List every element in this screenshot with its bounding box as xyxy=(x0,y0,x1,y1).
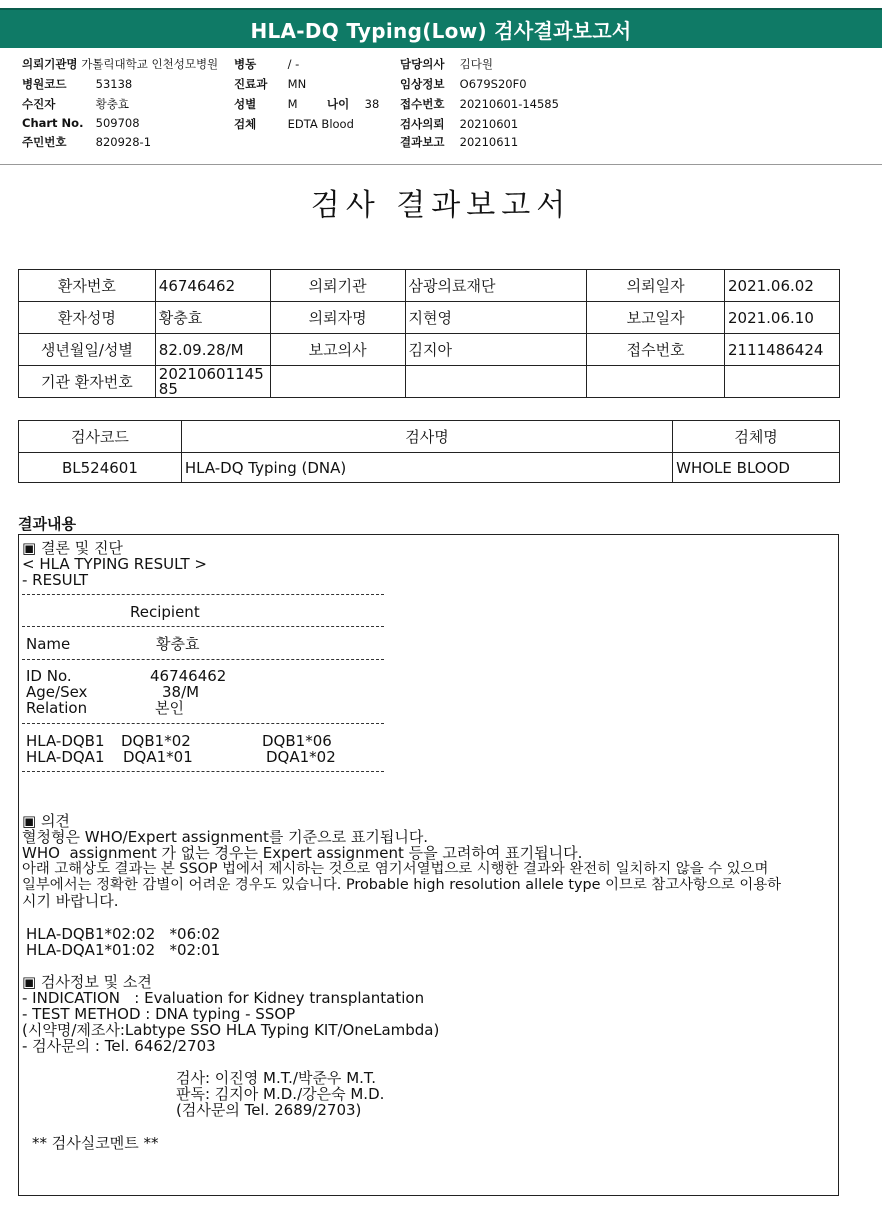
info-label xyxy=(587,366,725,398)
result-label: 결과내용 xyxy=(18,515,76,533)
meta-receipt: 접수번호 20210601-14585 xyxy=(400,97,559,111)
info-label: 의뢰기관 xyxy=(270,270,405,302)
idno-label: ID No. xyxy=(26,667,72,685)
opinion-line: WHO assignment 가 없는 경우는 Expert assignment 등을 고려하여 표기됩니다. xyxy=(22,844,583,862)
typing-title: < HLA TYPING RESULT > xyxy=(22,555,207,573)
test-table xyxy=(18,420,840,483)
dashed-divider xyxy=(22,723,384,724)
info-value: 20210601145 85 xyxy=(155,366,270,398)
dashed-divider xyxy=(22,659,384,660)
test-code: BL524601 xyxy=(19,453,182,483)
info-value: 황충효 xyxy=(155,302,270,334)
dqb1-label: HLA-DQB1 xyxy=(26,732,105,750)
test-specimen: WHOLE BLOOD xyxy=(673,453,840,483)
agesex-value: 38/M xyxy=(162,683,200,701)
header-divider xyxy=(0,164,882,165)
dashed-divider xyxy=(22,594,384,595)
meta-dept: 진료과 MN xyxy=(234,77,307,91)
info-row xyxy=(19,334,840,366)
info-value xyxy=(405,366,587,398)
meta-hospital-code: 병원코드 53138 xyxy=(22,77,133,91)
method-line: - TEST METHOD : DNA typing - SSOP xyxy=(22,1005,296,1023)
meta-id: 주민번호 820928-1 xyxy=(22,135,152,149)
meta-sex: 성별 M xyxy=(234,97,298,111)
info-value xyxy=(724,366,839,398)
dqa1-allele-b: DQA1*02 xyxy=(266,748,336,766)
info-label: 생년월일/성별 xyxy=(19,334,156,366)
info-label: 의뢰일자 xyxy=(587,270,725,302)
hr-dqa1: HLA-DQA1*01:02 *02:01 xyxy=(26,941,221,959)
meta-patient: 수진자 황충효 xyxy=(22,97,129,111)
meta-doctor: 담당의사 김다원 xyxy=(400,57,493,71)
dashed-divider xyxy=(22,771,384,772)
hr-dqb1: HLA-DQB1*02:02 *06:02 xyxy=(26,925,221,943)
info-value: 2021.06.10 xyxy=(724,302,839,334)
idno-value: 46746462 xyxy=(150,667,227,685)
name-label: Name xyxy=(26,635,71,653)
contact-line: - 검사문의 : Tel. 6462/2703 xyxy=(22,1037,216,1055)
info-row xyxy=(19,270,840,302)
name-value: 황충효 xyxy=(156,635,200,653)
info-row xyxy=(19,302,840,334)
info-label: 보고의사 xyxy=(270,334,405,366)
dashed-divider xyxy=(22,626,384,627)
test-header: 검사명 xyxy=(181,421,672,453)
lab-comment: ** 검사실코멘트 ** xyxy=(32,1134,159,1152)
reader-line: 판독: 김지아 M.D./강은숙 M.D. xyxy=(176,1085,385,1103)
opinion-line: 일부에서는 정확한 감별이 어려운 경우도 있습니다. Probable high resolution allele type 이므로 참고사항으로 이용하 xyxy=(22,877,782,893)
dqb1-allele-a: DQB1*02 xyxy=(121,732,191,750)
dqa1-allele-a: DQA1*01 xyxy=(123,748,193,766)
agesex-label: Age/Sex xyxy=(26,683,88,701)
dqb1-allele-b: DQB1*06 xyxy=(262,732,332,750)
info-value: 2111486424 xyxy=(724,334,839,366)
opinion-line: 시기 바랍니다. xyxy=(22,892,119,910)
test-header-row xyxy=(19,421,840,453)
meta-clinical: 임상정보 O679S20F0 xyxy=(400,77,527,91)
info-label: 의뢰자명 xyxy=(270,302,405,334)
info-label: 환자성명 xyxy=(19,302,156,334)
tester-line: 검사: 이진영 M.T./박준우 M.T. xyxy=(176,1069,377,1087)
relation-label: Relation xyxy=(26,699,88,717)
document-title: 검사 결과보고서 xyxy=(310,188,572,223)
info-heading: ▣ 검사정보 및 소견 xyxy=(22,973,152,991)
meta-institution: 의뢰기관명 가톨릭대학교 인천성모병원 xyxy=(22,57,219,71)
meta-specimen: 검체 EDTA Blood xyxy=(234,117,354,131)
meta-age: 나이 38 xyxy=(327,97,380,111)
opinion-heading: ▣ 의견 xyxy=(22,812,70,830)
opinion-line: 혈청형은 WHO/Expert assignment를 기준으로 표기됩니다. xyxy=(22,828,429,846)
meta-report-date: 결과보고 20210611 xyxy=(400,135,519,149)
meta-chart: Chart No. 509708 xyxy=(22,116,140,130)
info-value: 지현영 xyxy=(405,302,587,334)
recipient-label: Recipient xyxy=(130,603,200,621)
info-value: 김지아 xyxy=(405,334,587,366)
info-value: 2021.06.02 xyxy=(724,270,839,302)
reagent-line: (시약명/제조사:Labtype SSO HLA Typing KIT/OneLambda) xyxy=(22,1021,440,1039)
report-banner xyxy=(0,8,882,48)
result-line: - RESULT xyxy=(22,571,89,589)
meta-request-date: 검사의뢰 20210601 xyxy=(400,117,519,131)
contact2-line: (검사문의 Tel. 2689/2703) xyxy=(176,1101,362,1119)
info-label: 기관 환자번호 xyxy=(19,366,156,398)
banner-title: HLA-DQ Typing(Low) 검사결과보고서 xyxy=(250,18,632,43)
dqa1-label: HLA-DQA1 xyxy=(26,748,105,766)
info-value: 82.09.28/M xyxy=(155,334,270,366)
conclusion-heading: ▣ 결론 및 진단 xyxy=(22,539,123,557)
info-value: 46746462 xyxy=(155,270,270,302)
relation-value: 본인 xyxy=(155,699,184,717)
info-value: 삼광의료재단 xyxy=(405,270,587,302)
test-name: HLA-DQ Typing (DNA) xyxy=(181,453,672,483)
info-label: 환자번호 xyxy=(19,270,156,302)
patient-info-table xyxy=(18,269,840,398)
info-label: 보고일자 xyxy=(587,302,725,334)
indication-line: - INDICATION : Evaluation for Kidney transplantation xyxy=(22,989,425,1007)
opinion-line: 아래 고해상도 결과는 본 SSOP 법에서 제시하는 것으로 염기서열법으로 시행한 결과와 완전히 일치하지 않을 수 있으며 xyxy=(22,861,769,877)
test-row xyxy=(19,453,840,483)
test-header: 검사코드 xyxy=(19,421,182,453)
info-label xyxy=(270,366,405,398)
meta-ward: 병동 / - xyxy=(234,57,300,71)
info-row xyxy=(19,366,840,398)
test-header: 검체명 xyxy=(673,421,840,453)
info-label: 접수번호 xyxy=(587,334,725,366)
